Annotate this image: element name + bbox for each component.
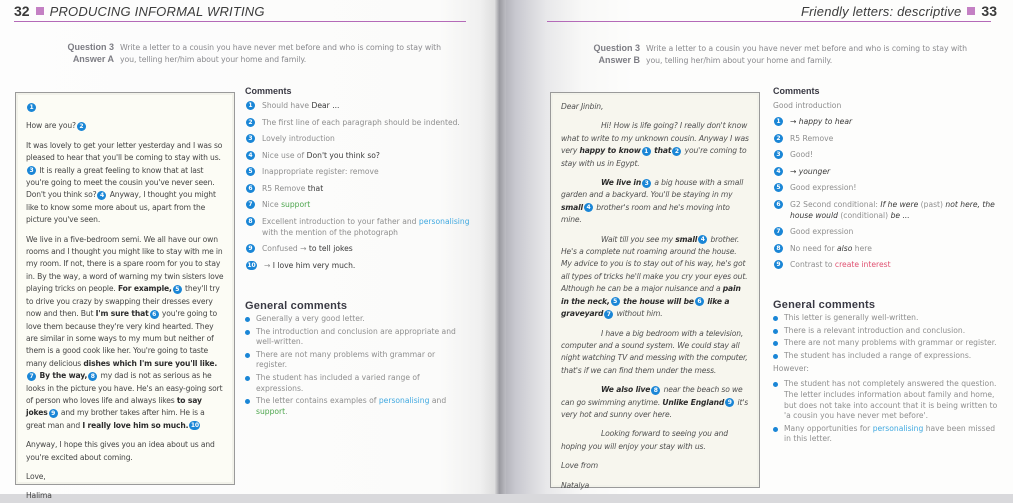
question-block (570, 43, 990, 66)
comment-item: 3 Lovely introduction (245, 133, 470, 144)
question-label: Question 3 (593, 43, 640, 53)
general-comment-item: The student has included a range of expressions. (773, 351, 998, 362)
general-comment-item: Many opportunities for personalising have been missed in this letter. (773, 424, 998, 445)
comment-item: 6 G2 Second conditional: If he were (past) not here, the house would (conditional) be ... (773, 199, 998, 221)
number-badge-3: 3 (27, 166, 36, 175)
number-badge-8: 8 (88, 372, 97, 381)
general-comment-item: The student has included a varied range of expressions. (245, 373, 460, 394)
number-badge-6: 6 (695, 297, 704, 306)
comment-item: 6 R5 Remove that (245, 183, 470, 194)
bullet-icon (773, 427, 778, 432)
number-badge-icon: 8 (246, 217, 255, 226)
letter-closing: Love, (26, 471, 46, 481)
number-badge-9: 9 (725, 398, 734, 407)
running-header-right (801, 2, 997, 20)
general-comments-b (773, 299, 998, 447)
square-marker-icon (36, 7, 44, 15)
question-text-2: you, telling her/him about your home and family. (646, 56, 833, 65)
number-badge-7: 7 (604, 310, 613, 319)
bullet-icon (773, 341, 778, 346)
comment-item: 7 Nice support (245, 199, 470, 210)
bullet-icon (773, 329, 778, 334)
number-badge-3: 3 (642, 179, 651, 188)
letter-answer-b (550, 92, 760, 488)
comment-item: 5 Inappropriate register: remove (245, 166, 470, 177)
number-badge-7: 7 (27, 372, 36, 381)
comment-item: 9 Confused → to tell jokes (245, 243, 470, 254)
number-badge-icon: 3 (774, 150, 783, 159)
general-comments-heading: General comments (773, 299, 876, 311)
comment-item: 2 The first line of each paragraph should be indented. (245, 117, 470, 128)
general-comment-item: There are not many problems with grammar or register. (773, 338, 998, 349)
general-comment-item: The student has not completely answered the question. The letter includes information about family and home, but does not take into account that it is being written to 'a cousin you have never met before'. (773, 379, 998, 421)
bullet-icon (245, 376, 250, 381)
number-badge-icon: 3 (246, 134, 255, 143)
letter-paragraph-4: I have a big bedroom with a television, computer and a sound system. We could stay all night watching TV and messing with the computer, that's if we can find them under the mess. (561, 328, 748, 375)
question-label: Question 3 (67, 42, 114, 52)
question-block (44, 42, 464, 65)
comment-item: 7 Good expression (773, 226, 998, 237)
running-title: PRODUCING INFORMAL WRITING (49, 3, 265, 19)
page-number: 32 (14, 3, 30, 19)
left-page (0, 0, 500, 501)
comment-item: 10 → I love him very much. (247, 260, 356, 270)
general-comment-item: The letter contains examples of personalising and support. (245, 396, 460, 417)
letter-paragraph-5: We also live 8 near the beach so we can go swimming anytime. Unlike England 9 it's very hot and sunny over here. (561, 385, 749, 419)
number-badge-icon: 7 (774, 227, 783, 236)
however-label: However: (773, 364, 809, 374)
comment-item: 1 Should have Dear ... (245, 100, 470, 111)
comments-b (773, 86, 998, 276)
number-badge-2: 2 (77, 122, 86, 131)
number-badge-icon: 9 (774, 260, 783, 269)
general-comment-item: Generally a very good letter. (245, 314, 460, 325)
bullet-icon (773, 316, 778, 321)
comment-item: 4 → younger (773, 166, 998, 177)
letter-paragraph-1: It was lovely to get your letter yesterday and I was so pleased to hear that you'll be coming to stay with us.3 It is really a great feeling to know that at last you're going to meet the cousin you've never seen. Don't you think so? 4 Anyway, I thought you might like to know some more about us, apart from the picture you've seen. (26, 140, 223, 225)
number-badge-icon: 5 (774, 183, 783, 192)
general-comment-item: There is a relevant introduction and conclusion. (773, 326, 998, 337)
comment-item: 8 No need for also here (773, 243, 998, 254)
letter-paragraph-2: We live in 3 a big house with a small garden and a backyard. You'll be staying in my small 4 brother's room and he's moving into mine. (561, 178, 744, 225)
number-badge-5: 5 (173, 285, 182, 294)
letter-answer-a (15, 92, 235, 501)
comment-item: 9 Contrast to create interest (773, 259, 998, 270)
number-badge-icon: 6 (246, 184, 255, 193)
general-comments-a (245, 300, 460, 419)
question-text-2: you, telling her/him about your home and family. (120, 55, 307, 64)
number-badge-2: 2 (672, 147, 681, 156)
bullet-icon (245, 399, 250, 404)
bullet-icon (245, 330, 250, 335)
comments-intro: Good introduction (773, 101, 842, 110)
number-badge-8: 8 (651, 386, 660, 395)
number-badge-1: 1 (27, 103, 36, 112)
comment-item: 2 R5 Remove (773, 133, 998, 144)
number-badge-6: 6 (150, 310, 159, 319)
general-comment-item: The introduction and conclusion are appropriate and well-written. (245, 327, 460, 348)
letter-paragraph-6: Looking forward to seeing you and hoping you will enjoy your stay with us. (561, 429, 728, 451)
bullet-icon (773, 354, 778, 359)
running-title: Friendly letters: descriptive (801, 3, 962, 19)
number-badge-icon: 10 (247, 261, 256, 269)
number-badge-4: 4 (698, 235, 707, 244)
header-rule (547, 21, 991, 22)
number-badge-icon: 8 (774, 244, 783, 253)
number-badge-icon: 5 (246, 167, 255, 176)
page-number: 33 (981, 3, 997, 19)
comments-heading: Comments (773, 86, 820, 96)
comments-heading: Comments (245, 86, 292, 96)
number-badge-icon: 4 (246, 151, 255, 160)
question-text: Write a letter to a cousin you have never met before and who is coming to stay with (646, 44, 967, 53)
letter-signature: Halima (26, 491, 52, 501)
running-header-left (14, 2, 265, 20)
number-badge-1: 1 (642, 147, 651, 156)
book-spine (494, 0, 506, 494)
answer-label: Answer A (72, 54, 114, 64)
letter-paragraph-1: Hi! How is life going? I really don't know what to write to my unknown cousin. Anyway I was very happy to know 1 that 2 you're coming to stay with us in Egypt. (561, 121, 749, 168)
comment-item: 5 Good expression! (773, 182, 998, 193)
answer-label: Answer B (598, 55, 640, 65)
number-badge-icon: 4 (774, 167, 783, 176)
square-marker-icon (967, 7, 975, 15)
bullet-icon (245, 317, 250, 322)
number-badge-5: 5 (611, 297, 620, 306)
general-comment-item: There are not many problems with grammar or register. (245, 350, 460, 371)
letter-closing: Love from (561, 461, 598, 471)
comment-item: 8 Excellent introduction to your father and personalising with the mention of the photograph (245, 216, 470, 238)
header-rule (14, 21, 466, 22)
letter-greeting: How are you? 2 (26, 120, 224, 132)
number-badge-9: 9 (49, 409, 58, 418)
letter-marker-1 (26, 101, 224, 113)
question-text: Write a letter to a cousin you have never met before and who is coming to stay with (120, 43, 441, 52)
comment-item: 3 Good! (773, 149, 998, 160)
number-badge-10: 10 (190, 422, 199, 430)
comment-item: 4 Nice use of Don't you think so? (245, 150, 470, 161)
number-badge-icon: 2 (246, 118, 255, 127)
letter-signature: Natalya (561, 480, 590, 490)
letter-paragraph-3: Anyway, I hope this gives you an idea about us and you're excited about coming. (26, 440, 215, 462)
number-badge-4: 4 (97, 191, 106, 200)
bullet-icon (773, 382, 778, 387)
number-badge-icon: 1 (774, 117, 783, 126)
bullet-icon (245, 353, 250, 358)
general-comments-heading: General comments (245, 300, 348, 312)
number-badge-icon: 9 (246, 244, 255, 253)
letter-paragraph-2: We live in a five-bedroom semi. We all have our own rooms and I thought you might like to stay with me in my room. If not, there is a spare room for you to stay in. By the way, a word of warning my twin sisters love playing tricks on people. For example, 5 they'll try to drive you crazy by swapping their dresses every now and then. But I'm sure that 6 you're going to love them because they're very kind hearted. They are similar in some ways to my mum but neither of them is a good cook like her. You're going to taste many delicious dishes which I'm sure you'll like.7 By the way, 8 my dad is not as serious as he looks in the picture you have. He's an easy-going sort of person who loves life and always likes to say jokes 9 and my brother takes after him. He is a great man and I really love him so much. 10 (26, 234, 224, 430)
number-badge-icon: 6 (774, 200, 783, 209)
number-badge-icon: 2 (774, 134, 783, 143)
number-badge-4: 4 (584, 203, 593, 212)
general-comment-item: This letter is generally well-written. (773, 313, 998, 324)
letter-paragraph-3: Wait till you see my small 4 brother. He's a complete nut roaming around the house. My advice to you is to stay out of his way, he's got all types of tricks he'll make you cry your eyes out. Although he can be a major nuisance and a pain in the neck, 5 the house will be 6 like a graveyard 7 without him. (561, 234, 748, 319)
letter-salutation: Dear Jinbin, (561, 102, 604, 111)
comment-item: 1 → happy to hear (773, 116, 998, 127)
comments-a (245, 86, 470, 276)
number-badge-icon: 1 (246, 101, 255, 110)
number-badge-icon: 7 (246, 200, 255, 209)
